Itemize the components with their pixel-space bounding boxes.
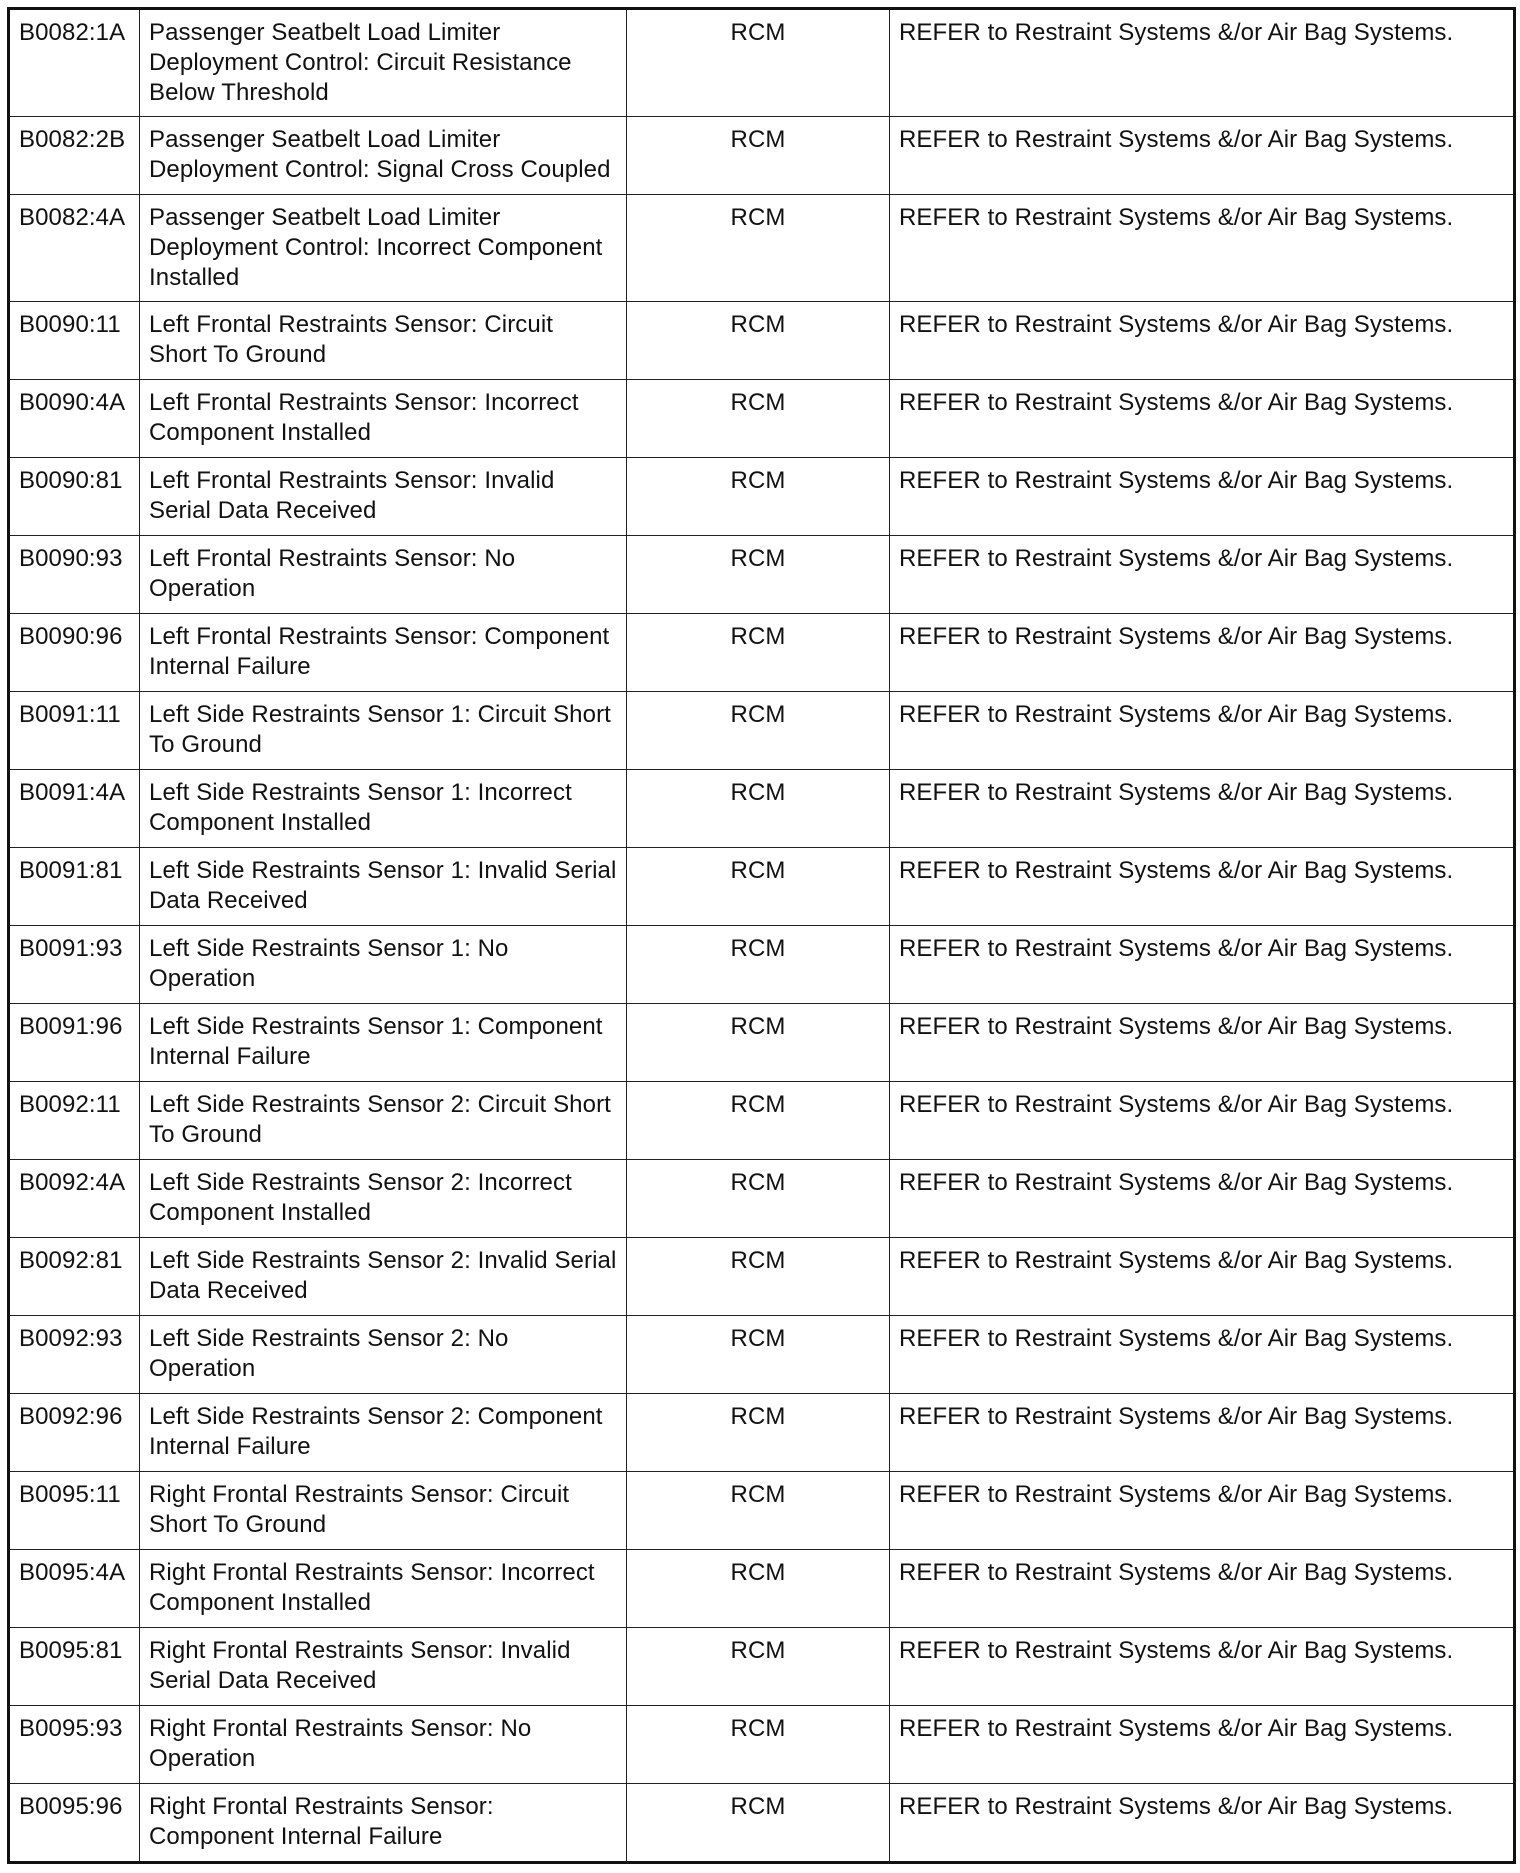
action-cell: REFER to Restraint Systems &/or Air Bag Systems. [890,770,1515,848]
module-cell: RCM [627,1082,890,1160]
dtc-code-cell: B0092:81 [9,1238,140,1316]
dtc-description-cell: Left Frontal Restraints Sensor: Incorrect Component Installed [140,380,627,458]
dtc-description-cell: Left Side Restraints Sensor 2: No Operation [140,1316,627,1394]
dtc-code-cell: B0090:4A [9,380,140,458]
table-row [9,380,1515,458]
dtc-description-cell: Left Side Restraints Sensor 1: Incorrect Component Installed [140,770,627,848]
module-cell: RCM [627,770,890,848]
table-row [9,1784,1515,1863]
dtc-description-cell: Left Frontal Restraints Sensor: Component Internal Failure [140,614,627,692]
module-cell: RCM [627,1238,890,1316]
dtc-description-cell: Right Frontal Restraints Sensor: Circuit Short To Ground [140,1472,627,1550]
module-cell: RCM [627,458,890,536]
action-cell: REFER to Restraint Systems &/or Air Bag Systems. [890,117,1515,195]
dtc-description-cell: Right Frontal Restraints Sensor: Component Internal Failure [140,1784,627,1863]
dtc-code-cell: B0091:96 [9,1004,140,1082]
dtc-code-cell: B0092:4A [9,1160,140,1238]
dtc-code-cell: B0082:4A [9,195,140,302]
table-row [9,614,1515,692]
module-cell: RCM [627,1394,890,1472]
dtc-description-cell: Left Side Restraints Sensor 1: Circuit Short To Ground [140,692,627,770]
dtc-description-cell: Left Side Restraints Sensor 2: Component Internal Failure [140,1394,627,1472]
module-cell: RCM [627,1628,890,1706]
dtc-description-cell: Right Frontal Restraints Sensor: Incorrect Component Installed [140,1550,627,1628]
table-row [9,9,1515,117]
table-row [9,1316,1515,1394]
action-cell: REFER to Restraint Systems &/or Air Bag Systems. [890,1238,1515,1316]
dtc-table-body [9,9,1515,1863]
dtc-description-cell: Passenger Seatbelt Load Limiter Deployment Control: Incorrect Component Installed [140,195,627,302]
dtc-code-cell: B0091:81 [9,848,140,926]
dtc-code-cell: B0090:96 [9,614,140,692]
module-cell: RCM [627,380,890,458]
dtc-description-cell: Left Side Restraints Sensor 2: Incorrect Component Installed [140,1160,627,1238]
action-cell: REFER to Restraint Systems &/or Air Bag Systems. [890,9,1515,117]
action-cell: REFER to Restraint Systems &/or Air Bag Systems. [890,302,1515,380]
action-cell: REFER to Restraint Systems &/or Air Bag Systems. [890,1160,1515,1238]
document-page [7,7,1513,1873]
dtc-description-cell: Right Frontal Restraints Sensor: Invalid Serial Data Received [140,1628,627,1706]
dtc-description-cell: Left Frontal Restraints Sensor: Circuit Short To Ground [140,302,627,380]
action-cell: REFER to Restraint Systems &/or Air Bag Systems. [890,1082,1515,1160]
dtc-code-cell: B0095:96 [9,1784,140,1863]
dtc-description-cell: Left Frontal Restraints Sensor: No Operation [140,536,627,614]
dtc-code-cell: B0095:11 [9,1472,140,1550]
action-cell: REFER to Restraint Systems &/or Air Bag Systems. [890,1004,1515,1082]
module-cell: RCM [627,848,890,926]
dtc-code-cell: B0092:93 [9,1316,140,1394]
dtc-code-cell: B0082:2B [9,117,140,195]
dtc-description-cell: Left Side Restraints Sensor 1: No Operation [140,926,627,1004]
module-cell: RCM [627,1316,890,1394]
table-row [9,848,1515,926]
module-cell: RCM [627,1004,890,1082]
dtc-description-cell: Left Side Restraints Sensor 1: Component Internal Failure [140,1004,627,1082]
table-row [9,1706,1515,1784]
action-cell: REFER to Restraint Systems &/or Air Bag Systems. [890,1394,1515,1472]
dtc-code-cell: B0091:4A [9,770,140,848]
action-cell: REFER to Restraint Systems &/or Air Bag Systems. [890,458,1515,536]
action-cell: REFER to Restraint Systems &/or Air Bag Systems. [890,536,1515,614]
module-cell: RCM [627,536,890,614]
table-row [9,1394,1515,1472]
dtc-code-cell: B0090:81 [9,458,140,536]
table-row [9,692,1515,770]
module-cell: RCM [627,117,890,195]
action-cell: REFER to Restraint Systems &/or Air Bag Systems. [890,1550,1515,1628]
table-row [9,302,1515,380]
table-row [9,1082,1515,1160]
module-cell: RCM [627,1472,890,1550]
table-row [9,195,1515,302]
module-cell: RCM [627,692,890,770]
dtc-code-cell: B0091:93 [9,926,140,1004]
table-row [9,458,1515,536]
dtc-code-cell: B0092:11 [9,1082,140,1160]
action-cell: REFER to Restraint Systems &/or Air Bag Systems. [890,848,1515,926]
dtc-description-cell: Left Side Restraints Sensor 1: Invalid Serial Data Received [140,848,627,926]
action-cell: REFER to Restraint Systems &/or Air Bag Systems. [890,614,1515,692]
table-row [9,770,1515,848]
dtc-description-cell: Left Frontal Restraints Sensor: Invalid Serial Data Received [140,458,627,536]
dtc-table [7,7,1516,1864]
action-cell: REFER to Restraint Systems &/or Air Bag Systems. [890,1706,1515,1784]
dtc-description-cell: Right Frontal Restraints Sensor: No Operation [140,1706,627,1784]
module-cell: RCM [627,1706,890,1784]
dtc-code-cell: B0091:11 [9,692,140,770]
action-cell: REFER to Restraint Systems &/or Air Bag Systems. [890,1472,1515,1550]
module-cell: RCM [627,926,890,1004]
dtc-description-cell: Passenger Seatbelt Load Limiter Deployment Control: Signal Cross Coupled [140,117,627,195]
table-row [9,926,1515,1004]
table-row [9,536,1515,614]
dtc-description-cell: Left Side Restraints Sensor 2: Circuit Short To Ground [140,1082,627,1160]
table-row [9,1004,1515,1082]
table-row [9,1472,1515,1550]
dtc-code-cell: B0090:11 [9,302,140,380]
action-cell: REFER to Restraint Systems &/or Air Bag Systems. [890,692,1515,770]
dtc-code-cell: B0092:96 [9,1394,140,1472]
module-cell: RCM [627,195,890,302]
action-cell: REFER to Restraint Systems &/or Air Bag Systems. [890,1784,1515,1863]
action-cell: REFER to Restraint Systems &/or Air Bag Systems. [890,1316,1515,1394]
module-cell: RCM [627,1160,890,1238]
module-cell: RCM [627,1550,890,1628]
table-row [9,1550,1515,1628]
table-row [9,1628,1515,1706]
action-cell: REFER to Restraint Systems &/or Air Bag Systems. [890,1628,1515,1706]
module-cell: RCM [627,9,890,117]
module-cell: RCM [627,614,890,692]
table-row [9,117,1515,195]
module-cell: RCM [627,1784,890,1863]
table-row [9,1238,1515,1316]
module-cell: RCM [627,302,890,380]
dtc-code-cell: B0082:1A [9,9,140,117]
action-cell: REFER to Restraint Systems &/or Air Bag Systems. [890,380,1515,458]
dtc-description-cell: Left Side Restraints Sensor 2: Invalid Serial Data Received [140,1238,627,1316]
dtc-code-cell: B0095:93 [9,1706,140,1784]
dtc-code-cell: B0095:81 [9,1628,140,1706]
dtc-code-cell: B0095:4A [9,1550,140,1628]
dtc-code-cell: B0090:93 [9,536,140,614]
action-cell: REFER to Restraint Systems &/or Air Bag Systems. [890,195,1515,302]
dtc-description-cell: Passenger Seatbelt Load Limiter Deployment Control: Circuit Resistance Below Threshold [140,9,627,117]
action-cell: REFER to Restraint Systems &/or Air Bag Systems. [890,926,1515,1004]
table-row [9,1160,1515,1238]
